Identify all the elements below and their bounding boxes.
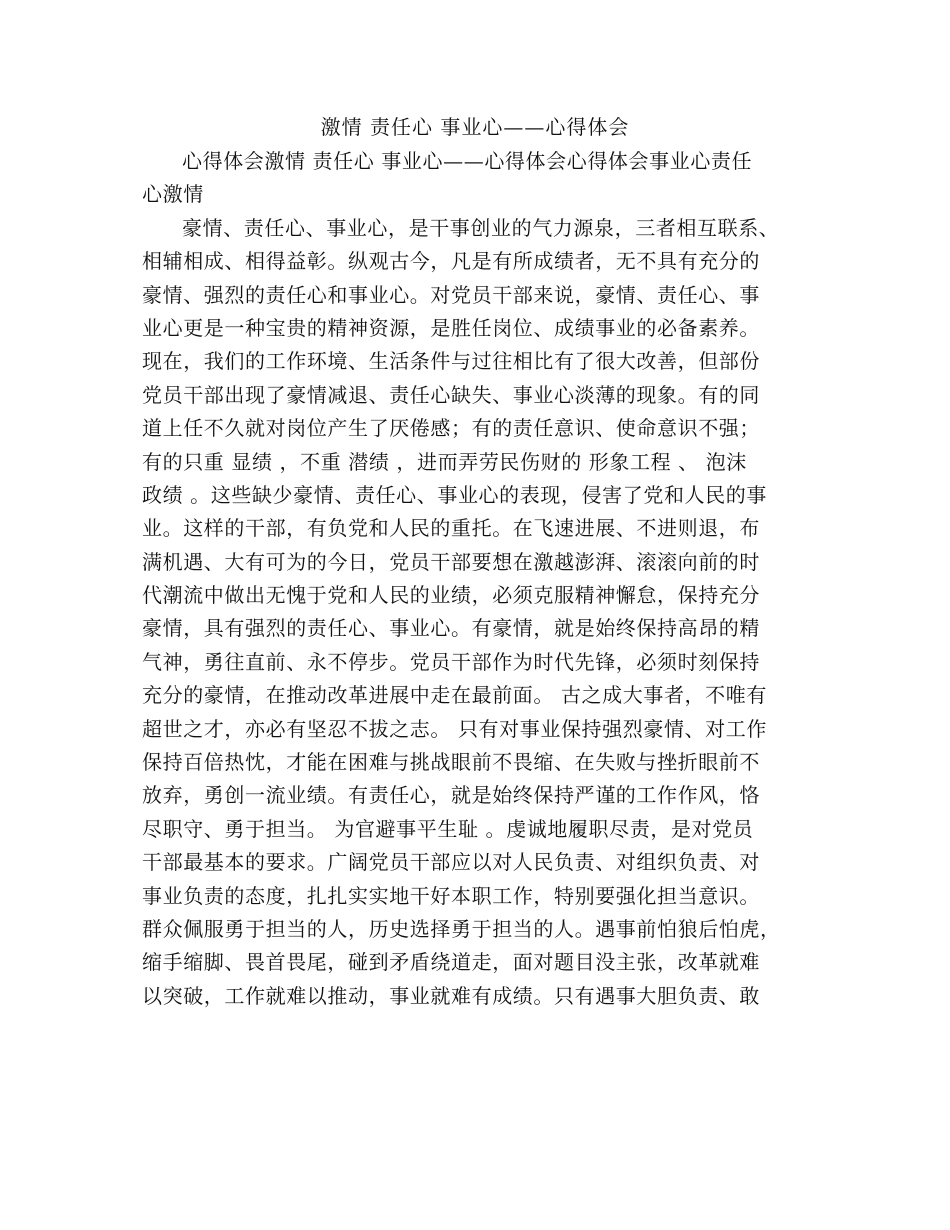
- text-line: 业。这样的干部，有负党和人民的重托。在飞速进展、不进则退，布: [142, 516, 760, 541]
- text-line: 放弃，勇创一流业绩。有责任心，就是始终保持严谨的工作作风，恪: [142, 783, 760, 808]
- text-line: 豪情、强烈的责任心和事业心。对党员干部来说，豪情、责任心、事: [142, 282, 760, 307]
- text-line: 超世之才，亦必有坚忍不拔之志。 只有对事业保持强烈豪情、对工作: [142, 716, 767, 741]
- text-line: 党员干部出现了豪情减退、责任心缺失、事业心淡薄的现象。有的同: [142, 382, 760, 407]
- document-title: 激情 责任心 事业心——心得体会: [320, 115, 630, 139]
- text-line: 道上任不久就对岗位产生了厌倦感；有的责任意识、使命意识不强；: [142, 416, 760, 441]
- text-line: 现在，我们的工作环境、生活条件与过往相比有了很大改善，但部份: [142, 349, 760, 374]
- text-line: 气神，勇往直前、永不停步。党员干部作为时代先锋，必须时刻保持: [142, 649, 760, 674]
- text-line: 群众佩服勇于担当的人，历史选择勇于担当的人。遇事前怕狼后怕虎，: [142, 916, 781, 941]
- text-line: 豪情，具有强烈的责任心、事业心。有豪情，就是始终保持高昂的精: [142, 616, 760, 641]
- text-line: 保持百倍热忱，才能在困难与挑战眼前不畏缩、在失败与挫折眼前不: [142, 750, 760, 775]
- text-line: 尽职守、勇于担当。 为官避事平生耻 。虔诚地履职尽责，是对党员: [142, 816, 754, 841]
- text-line: 充分的豪情，在推动改革进展中走在最前面。 古之成大事者，不唯有: [142, 683, 767, 708]
- text-line: 以突破，工作就难以推动，事业就难有成绩。只有遇事大胆负责、敢: [142, 983, 760, 1008]
- text-line: 政绩 。这些缺少豪情、责任心、事业心的表现，侵害了党和人民的事: [142, 482, 767, 507]
- text-line: 心得体会激情 责任心 事业心——心得体会心得体会事业心责任: [182, 149, 753, 173]
- text-line: 业心更是一种宝贵的精神资源，是胜任岗位、成绩事业的必备素养。: [142, 315, 760, 340]
- text-line: 代潮流中做出无愧于党和人民的业绩，必须克服精神懈怠，保持充分: [142, 583, 760, 608]
- text-line: 相辅相成、相得益彰。纵观古今，凡是有所成绩者，无不具有充分的: [142, 249, 760, 274]
- text-line: 豪情、责任心、事业心，是干事创业的气力源泉，三者相互联系、: [182, 215, 780, 240]
- text-line: 有的只重 显绩 ，不重 潜绩 ，进而弄劳民伤财的 形象工程 、 泡沫: [142, 449, 747, 474]
- text-line: 干部最基本的要求。广阔党员干部应以对人民负责、对组织负责、对: [142, 850, 760, 875]
- text-line: 缩手缩脚、畏首畏尾，碰到矛盾绕道走，面对题目没主张，改革就难: [142, 950, 760, 975]
- text-line: 事业负责的态度，扎扎实实地干好本职工作，特别要强化担当意识。: [142, 883, 760, 908]
- document-body: [142, 145, 812, 1013]
- text-line: 心激情: [142, 182, 204, 207]
- text-line: 满机遇、大有可为的今日，党员干部要想在激越澎湃、滚滚向前的时: [142, 549, 760, 574]
